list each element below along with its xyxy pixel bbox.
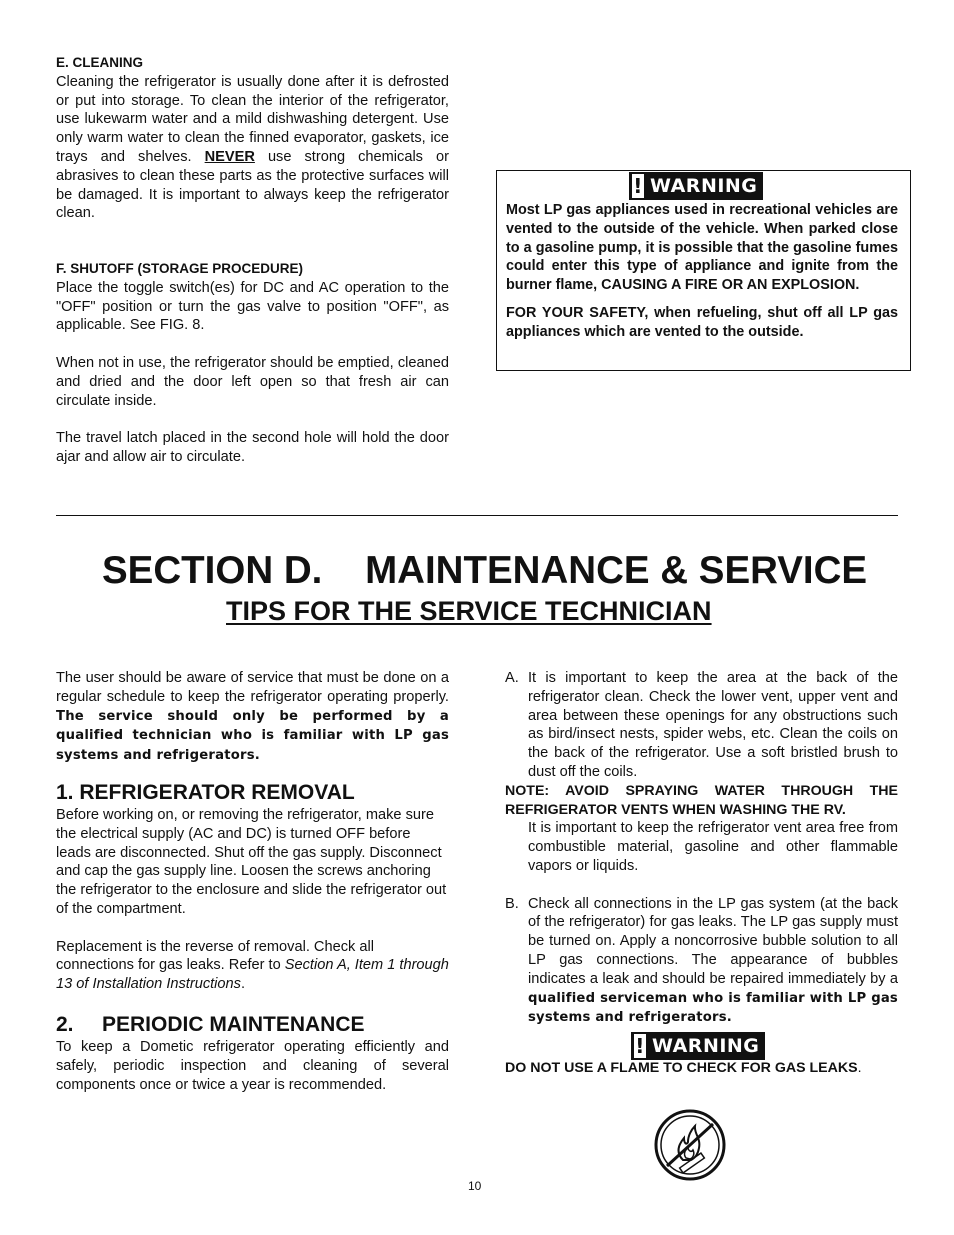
item-b-bold-text: qualified serviceman who is familiar with LP gas systems and refrigerators. <box>528 990 898 1026</box>
cleaning-text: Cleaning the refrigerator is usually done after it is defrosted or put into storage. To clean the interior of the refrigerator, use lukewarm water and a mild dishwashing detergent. Use only warm water to clean the finned evaporator, gaskets, ice trays and shelves. <box>56 73 449 165</box>
periodic-section <box>56 1013 449 1094</box>
warning-exclamation-icon: ! <box>635 1034 645 1058</box>
section-title: SECTION D. MAINTENANCE & SERVICE <box>102 549 868 592</box>
intro-bold-text: The service should only be performed by a qualified technician who is familiar with LP gas systems and refrigerators. <box>56 708 449 764</box>
never-emphasis: NEVER <box>204 148 255 165</box>
item-a-text-2: It is important to keep the refrigerator vent area free from combustible material, gasoline and other flammable vapors or liquids. <box>528 820 898 874</box>
removal-period: . <box>240 976 246 993</box>
section-divider <box>56 515 898 516</box>
shutoff-paragraph-1: Place the toggle switch(es) for DC and AC operation to the "OFF" position or turn the gas valve to position "OFF", as applicable. See FIG. 8. <box>56 279 449 334</box>
removal-heading: 1. REFRIGERATOR REMOVAL <box>56 781 355 804</box>
page-number: 10 <box>468 1179 482 1193</box>
cleaning-text-end: use strong chemicals or abrasives to clean these parts as the protective surfaces will be damaged. It is important to always keep the refrigerator clean. <box>56 148 449 222</box>
warning-label-2 <box>631 1032 765 1060</box>
intro-section <box>56 669 449 766</box>
flame-warning <box>505 1059 862 1078</box>
intro-text: The user should be aware of service that must be done on a regular schedule to keep the refrigerator operating properly. <box>56 670 449 705</box>
vent-note: NOTE: AVOID SPRAYING WATER THROUGH THE REFRIGERATOR VENTS WHEN WASHING THE RV. <box>505 782 898 818</box>
warning-box <box>496 170 911 371</box>
flame-warning-period: . <box>857 1060 862 1076</box>
removal-paragraph-2 <box>56 938 449 994</box>
section-subtitle: TIPS FOR THE SERVICE TECHNICIAN <box>226 596 712 626</box>
item-a <box>505 669 898 782</box>
no-flame-icon <box>653 1108 727 1182</box>
maintenance-items <box>505 669 898 1028</box>
flame-warning-text: DO NOT USE A FLAME TO CHECK FOR GAS LEAKS <box>505 1060 858 1076</box>
periodic-paragraph: To keep a Dometic refrigerator operating efficiently and safely, periodic inspection and cleaning of several components once or twice a year is recommended. <box>56 1039 449 1093</box>
warning-exclamation-icon: ! <box>633 174 643 198</box>
shutoff-section <box>56 260 449 467</box>
warning-label-text: WARNING <box>650 174 758 197</box>
item-b-text: Check all connections in the LP gas system (at the back of the refrigerator) for gas leaks. The LP gas supply must be turned on. Apply a noncorrosive bubble solution to all LP gas connections. The appearance of bubbles indicates a leak and should be repaired immediately by a <box>528 895 898 987</box>
shutoff-paragraph-2: When not in use, the refrigerator should be emptied, cleaned and dried and the door left open so that fresh air can circulate inside. <box>56 354 449 409</box>
cleaning-paragraph <box>56 73 449 223</box>
cleaning-heading: E. CLEANING <box>56 55 144 70</box>
item-b-paragraph <box>528 895 898 1029</box>
shutoff-paragraph-3: The travel latch placed in the second hole will hold the door ajar and allow air to circulate. <box>56 430 449 465</box>
warning-label-text: WARNING <box>652 1034 760 1057</box>
item-b-label: B. <box>505 895 519 912</box>
removal-reference: Section A, Item 1 through 13 of Installation Instructions <box>56 957 449 993</box>
periodic-number: 2. <box>56 1013 74 1036</box>
warning-paragraph-1: Most LP gas appliances used in recreational vehicles are vented to the outside of the vehicle. When parked close to a gasoline pump, it is possible that the gasoline fumes could enter this type of appliance and ignite from the burner flame, CAUSING A FIRE OR AN EXPLOSION. <box>506 202 898 294</box>
warning-paragraph-2: FOR YOUR SAFETY, when refueling, shut off all LP gas appliances which are vented to the outside. <box>506 304 898 340</box>
cleaning-section <box>56 54 449 223</box>
removal-section <box>56 781 449 994</box>
item-b <box>505 895 898 1029</box>
removal-text: Replacement is the reverse of removal. Check all connections for gas leaks. Refer to <box>56 938 374 974</box>
shutoff-heading: F. SHUTOFF (STORAGE PROCEDURE) <box>56 261 304 276</box>
intro-paragraph <box>56 669 449 766</box>
removal-paragraph-1: Before working on, or removing the refrigerator, make sure the electrical supply (AC and DC) is turned OFF before leads are disconnected. Shut off the gas supply. Disconnect and cap the gas supply line. Loosen the screws anchoring the refrigerator to the enclosure and slide the refrigerator out of the compartment. <box>56 807 447 917</box>
item-a-label: A. <box>505 670 519 686</box>
warning-label-1 <box>629 172 763 200</box>
item-a-text: It is important to keep the area at the back of the refrigerator clean. Check the lower vent, upper vent and area between these openings for any obstructions such as bird/insect nests, spider webs, etc. Clean the coils on the back of the refrigerator. Use a soft bristled brush to dust off the coils. <box>528 670 898 780</box>
periodic-heading-text: PERIODIC MAINTENANCE <box>102 1013 365 1036</box>
periodic-heading <box>56 1013 449 1037</box>
